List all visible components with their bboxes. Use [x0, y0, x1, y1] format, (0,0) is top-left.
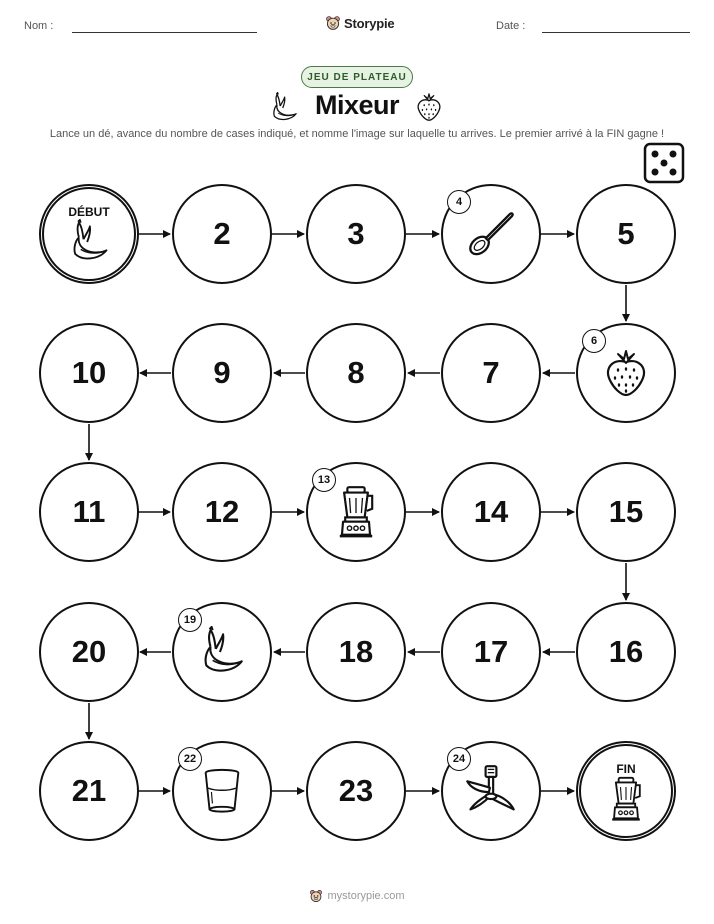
space-number: 5 — [617, 216, 635, 251]
space-4 — [441, 184, 541, 284]
space-13 — [306, 462, 406, 562]
space-12 — [172, 462, 272, 562]
banana-icon — [196, 626, 248, 678]
start-label: DÉBUT — [68, 205, 110, 219]
space-18 — [306, 602, 406, 702]
finish-label: FIN — [616, 762, 636, 776]
space-9 — [172, 323, 272, 423]
space-number: 16 — [608, 634, 644, 669]
brand-name: Storypie — [344, 15, 395, 31]
spoon-icon — [465, 208, 517, 260]
space-24 — [441, 741, 541, 841]
space-number: 17 — [473, 634, 509, 669]
space-number-badge: 6 — [582, 329, 606, 353]
finish-space — [576, 741, 676, 841]
space-number: 8 — [347, 355, 365, 390]
space-number: 14 — [473, 494, 509, 529]
space-19 — [172, 602, 272, 702]
space-number: 12 — [204, 494, 240, 529]
space-number: 23 — [338, 773, 374, 808]
space-number: 21 — [71, 773, 107, 808]
space-number: 2 — [213, 216, 231, 251]
strawberry-icon — [601, 348, 651, 398]
space-6 — [576, 323, 676, 423]
instructions: Lance un dé, avance du nombre de cases indiqué, et nomme l'image sur laquelle tu arrives. Le premier arrivé à la FIN gagne ! — [49, 128, 665, 140]
blender-blade-icon — [464, 764, 518, 818]
space-number: 10 — [71, 355, 107, 390]
space-number: 15 — [608, 494, 644, 529]
banana-icon — [66, 219, 112, 265]
space-7 — [441, 323, 541, 423]
blender-icon — [603, 776, 649, 822]
space-20 — [39, 602, 139, 702]
footer-site: mystorypie.com — [327, 890, 405, 902]
space-number-badge: 13 — [312, 468, 336, 492]
space-15 — [576, 462, 676, 562]
game-type-badge: JEU DE PLATEAU — [301, 66, 413, 88]
space-number: 3 — [347, 216, 365, 251]
start-space — [39, 184, 139, 284]
space-11 — [39, 462, 139, 562]
space-17 — [441, 602, 541, 702]
name-label: Nom : — [24, 20, 54, 32]
space-23 — [306, 741, 406, 841]
space-number-badge: 22 — [178, 747, 202, 771]
space-21 — [39, 741, 139, 841]
space-number-badge: 24 — [447, 747, 471, 771]
space-number: 9 — [213, 355, 231, 390]
date-label: Date : — [496, 20, 526, 32]
footer — [0, 886, 714, 906]
page-title: Mixeur — [314, 90, 400, 120]
space-number: 18 — [338, 634, 374, 669]
bear-logo-icon — [309, 889, 323, 903]
space-8 — [306, 323, 406, 423]
space-number: 7 — [482, 355, 500, 390]
space-16 — [576, 602, 676, 702]
space-number: 20 — [71, 634, 107, 669]
space-22 — [172, 741, 272, 841]
space-5 — [576, 184, 676, 284]
space-2 — [172, 184, 272, 284]
space-3 — [306, 184, 406, 284]
space-number-badge: 4 — [447, 190, 471, 214]
blender-icon — [329, 485, 383, 539]
glass-icon — [198, 767, 246, 815]
space-14 — [441, 462, 541, 562]
space-10 — [39, 323, 139, 423]
space-number: 11 — [72, 494, 106, 529]
space-number-badge: 19 — [178, 608, 202, 632]
